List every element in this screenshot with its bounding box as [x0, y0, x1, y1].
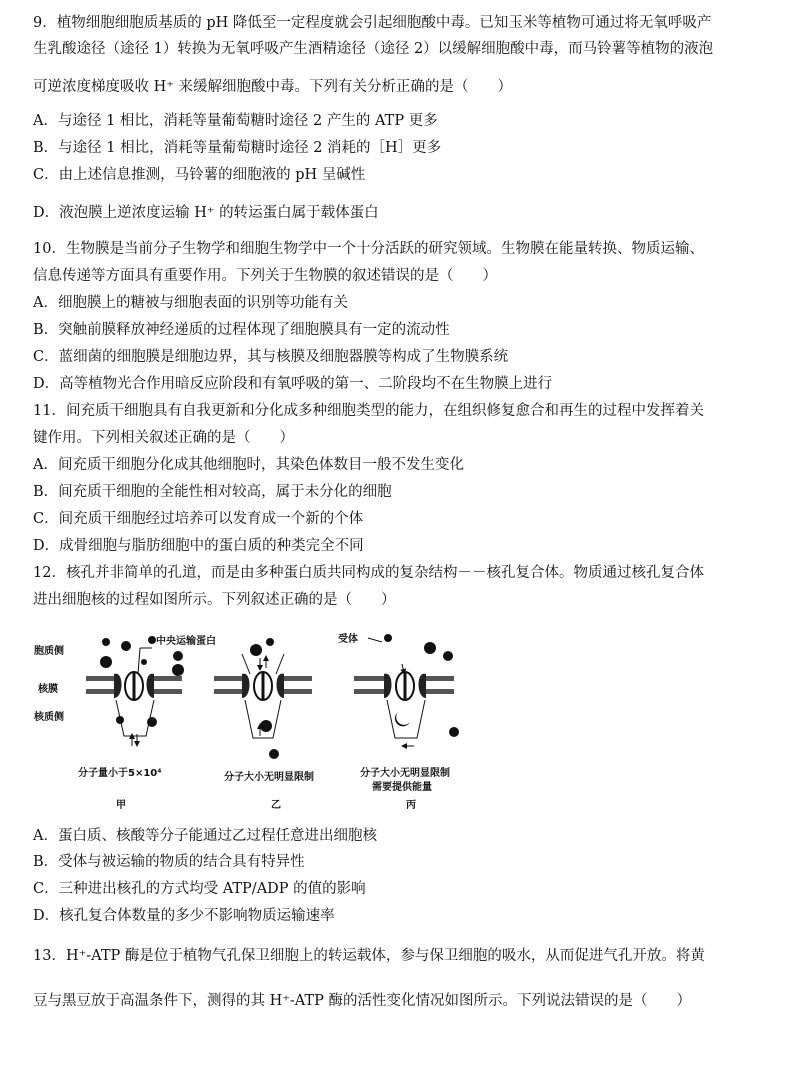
- q9-option-a: A．与途径 1 相比，消耗等量葡萄糖时途径 2 产生的 ATP 更多: [33, 113, 438, 129]
- q12-option-c: C．三种进出核孔的方式均受 ATP/ADP 的值的影响: [33, 881, 366, 897]
- q9-option-b: B．与途径 1 相比，消耗等量葡萄糖时途径 2 消耗的［H］更多: [33, 140, 442, 156]
- caption-bing-line-2: 需要提供能量: [372, 782, 432, 793]
- q11-option-a: A．间充质干细胞分化成其他细胞时，其染色体数目一般不发生变化: [33, 457, 464, 473]
- q12-option-d: D．核孔复合体数量的多少不影响物质运输速率: [33, 908, 335, 924]
- panel-name-bing: 丙: [406, 800, 416, 811]
- panel-bing: [354, 634, 459, 753]
- q13-stem-line-1: 13．H⁺-ATP 酶是位于植物气孔保卫细胞上的转运载体，参与保卫细胞的吸水，从而促进气孔开放。将黄: [33, 948, 705, 964]
- q10-stem-line-2: 信息传递等方面具有重要作用。下列关于生物膜的叙述错误的是（ ）: [33, 268, 497, 284]
- label-nucleoplasm-side: 核质侧: [34, 712, 64, 723]
- q9-option-c: C．由上述信息推测，马铃薯的细胞液的 pH 呈碱性: [33, 167, 366, 183]
- q12-stem-line-1: 12．核孔并非简单的孔道，而是由多种蛋白质共同构成的复杂结构－－核孔复合体。物质通过核孔复合体: [33, 565, 704, 581]
- caption-bing-line-1: 分子大小无明显限制: [360, 768, 450, 779]
- q13-stem-line-2: 豆与黑豆放于高温条件下，测得的其 H⁺-ATP 酶的活性变化情况如图所示。下列说法错误的是（ ）: [33, 993, 692, 1009]
- label-central-transport-protein: 中央运输蛋白: [156, 636, 216, 647]
- q10-option-c: C．蓝细菌的细胞膜是细胞边界，其与核膜及细胞器膜等构成了生物膜系统: [33, 349, 509, 365]
- label-receptor: 受体: [338, 634, 358, 645]
- panel-yi: [214, 638, 312, 759]
- caption-jia: 分子量小于5×10⁴: [78, 768, 162, 779]
- q10-option-d: D．高等植物光合作用暗反应阶段和有氧呼吸的第一、二阶段均不在生物膜上进行: [33, 376, 553, 392]
- q12-option-b: B．受体与被运输的物质的结合具有特异性: [33, 854, 305, 870]
- q11-stem-line-1: 11．间充质干细胞具有自我更新和分化成多种细胞类型的能力，在组织修复愈合和再生的过程中发挥着关: [33, 403, 704, 419]
- q10-option-b: B．突触前膜释放神经递质的过程体现了细胞膜具有一定的流动性: [33, 322, 450, 338]
- nuclear-pore-figure: [28, 628, 478, 818]
- q11-stem-line-2: 键作用。下列相关叙述正确的是（ ）: [33, 430, 294, 446]
- q11-option-b: B．间充质干细胞的全能性相对较高，属于未分化的细胞: [33, 484, 392, 500]
- q12-option-a: A．蛋白质、核酸等分子能通过乙过程任意进出细胞核: [33, 828, 377, 844]
- q11-option-c: C．间充质干细胞经过培养可以发育成一个新的个体: [33, 511, 364, 527]
- q12-stem-line-2: 进出细胞核的过程如图所示。下列叙述正确的是（ ）: [33, 592, 396, 608]
- label-nuclear-envelope: 核膜: [38, 684, 58, 695]
- q10-option-a: A．细胞膜上的糖被与细胞表面的识别等功能有关: [33, 295, 348, 311]
- q9-stem-line-3: 可逆浓度梯度吸收 H⁺ 来缓解细胞酸中毒。下列有关分析正确的是（ ）: [33, 79, 513, 95]
- panel-name-jia: 甲: [116, 800, 126, 811]
- q9-stem-line-1: 9．植物细胞细胞质基质的 pH 降低至一定程度就会引起细胞酸中毒。已知玉米等植物可通过将无氧呼吸产: [33, 15, 712, 31]
- label-cytoplasm-side: 胞质侧: [34, 646, 64, 657]
- q9-option-d: D．液泡膜上逆浓度运输 H⁺ 的转运蛋白属于载体蛋白: [33, 205, 379, 221]
- panel-jia: [86, 636, 184, 746]
- q10-stem-line-1: 10．生物膜是当前分子生物学和细胞生物学中一个十分活跃的研究领域。生物膜在能量转换、物质运输、: [33, 241, 704, 257]
- caption-yi: 分子大小无明显限制: [224, 772, 314, 783]
- q11-option-d: D．成骨细胞与脂肪细胞中的蛋白质的种类完全不同: [33, 538, 364, 554]
- q9-stem-line-2: 生乳酸途径（途径 1）转换为无氧呼吸产生酒精途径（途径 2）以缓解细胞酸中毒，而马铃薯等植物的液泡: [33, 41, 714, 57]
- panel-name-yi: 乙: [271, 800, 281, 811]
